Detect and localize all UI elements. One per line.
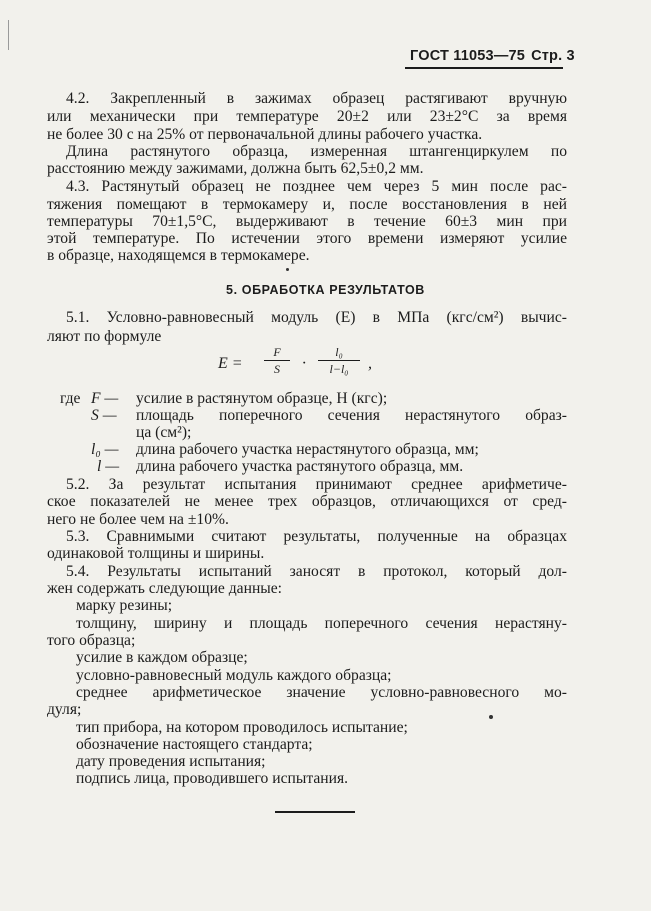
list-item: толщину, ширину и площадь поперечного сечения нерастяну- bbox=[76, 615, 567, 632]
text-line: ляют по формуле bbox=[47, 328, 162, 345]
text-line: ское показателей не менее трех образцов, отличающихся от сред- bbox=[47, 493, 567, 510]
section-title: 5. ОБРАБОТКА РЕЗУЛЬТАТОВ bbox=[226, 283, 425, 297]
list-item-continued: того образца; bbox=[47, 632, 136, 649]
text-line: Длина растянутого образца, измеренная штангенциркулем по bbox=[66, 143, 567, 160]
text-line: 5.1. Условно-равновесный модуль (E) в МПа (кгс/см²) вычис- bbox=[66, 309, 567, 326]
text-line: одинаковой толщины и ширины. bbox=[47, 545, 265, 562]
list-item-continued: дуля; bbox=[47, 701, 82, 718]
definition-S: площадь поперечного сечения нерастянутого образ- bbox=[136, 407, 567, 424]
print-speck bbox=[286, 268, 289, 271]
fraction-numerator: F bbox=[273, 345, 281, 359]
definition-l: длина рабочего участка растянутого образца, мм. bbox=[136, 458, 464, 475]
symbol-l0: l₀ — bbox=[91, 441, 119, 458]
text-line: жен содержать следующие данные: bbox=[47, 580, 283, 597]
fraction-denominator: l−l₀ bbox=[329, 362, 349, 376]
standard-number: ГОСТ 11053—75 bbox=[410, 48, 526, 64]
formula-comma: , bbox=[368, 355, 372, 372]
list-item: усилие в каждом образце; bbox=[76, 649, 248, 666]
list-item: дату проведения испытания; bbox=[76, 753, 266, 770]
symbol-l: l — bbox=[97, 458, 120, 475]
text-line: в образце, находящемся в термокамере. bbox=[47, 247, 310, 264]
margin-mark bbox=[8, 20, 9, 50]
text-line: тяжения помещают в термокамеру и, после восстановления в ней bbox=[47, 196, 567, 213]
fraction-bar bbox=[264, 360, 290, 361]
text-line: 4.2. Закрепленный в зажимах образец растягивают вручную bbox=[66, 90, 567, 107]
list-item: условно-равновесный модуль каждого образца; bbox=[76, 667, 392, 684]
list-item: среднее арифметическое значение условно-равновесного мо- bbox=[76, 684, 567, 701]
text-line: или механически при температуре 20±2 или 23±2°С за время bbox=[47, 108, 567, 125]
text-line: 5.3. Сравнимыми считают результаты, полученные на образцах bbox=[66, 528, 567, 545]
list-item: подпись лица, проводившего испытания. bbox=[76, 770, 349, 787]
fraction-force-area bbox=[264, 345, 290, 376]
text-line: не более 30 с на 25% от первоначальной длины рабочего участка. bbox=[47, 126, 483, 143]
text-line: температуры 70±1,5°С, выдерживают в течение 60±3 мин при bbox=[47, 213, 567, 230]
where-label: где bbox=[60, 390, 81, 407]
page-number: Стр. 3 bbox=[531, 48, 575, 64]
list-item: марку резины; bbox=[76, 597, 173, 614]
page-header bbox=[410, 48, 575, 64]
text-line: расстоянию между зажимами, должна быть 62,5±0,2 мм. bbox=[47, 160, 424, 177]
list-item: тип прибора, на котором проводилось испытание; bbox=[76, 719, 408, 736]
fraction-denominator: S bbox=[274, 362, 280, 376]
text-line: 5.2. За результат испытания принимают среднее арифметиче- bbox=[66, 476, 567, 493]
text-line: 4.3. Растянутый образец не позднее чем через 5 мин после рас- bbox=[66, 178, 567, 195]
formula-lhs: E = bbox=[218, 355, 243, 372]
fraction-bar bbox=[318, 360, 360, 361]
formula-dot: · bbox=[302, 355, 306, 372]
definition-l0: длина рабочего участка нерастянутого образца, мм; bbox=[136, 441, 479, 458]
text-line: него не более чем на ±10%. bbox=[47, 511, 229, 528]
text-line: этой температуре. По истечении этого времени измеряют усилие bbox=[47, 230, 567, 247]
fraction-length-ratio bbox=[318, 345, 360, 376]
print-speck bbox=[489, 715, 493, 719]
list-item: обозначение настоящего стандарта; bbox=[76, 736, 313, 753]
definition-F: усилие в растянутом образце, Н (кгс); bbox=[136, 390, 388, 407]
end-rule bbox=[275, 811, 355, 813]
text-line: 5.4. Результаты испытаний заносят в протокол, который дол- bbox=[66, 563, 567, 580]
symbol-F: F — bbox=[91, 390, 119, 407]
symbol-S: S — bbox=[91, 407, 117, 424]
fraction-numerator: l₀ bbox=[335, 345, 343, 359]
header-rule bbox=[405, 67, 563, 69]
definition-S-continued: ца (см²); bbox=[136, 424, 192, 441]
